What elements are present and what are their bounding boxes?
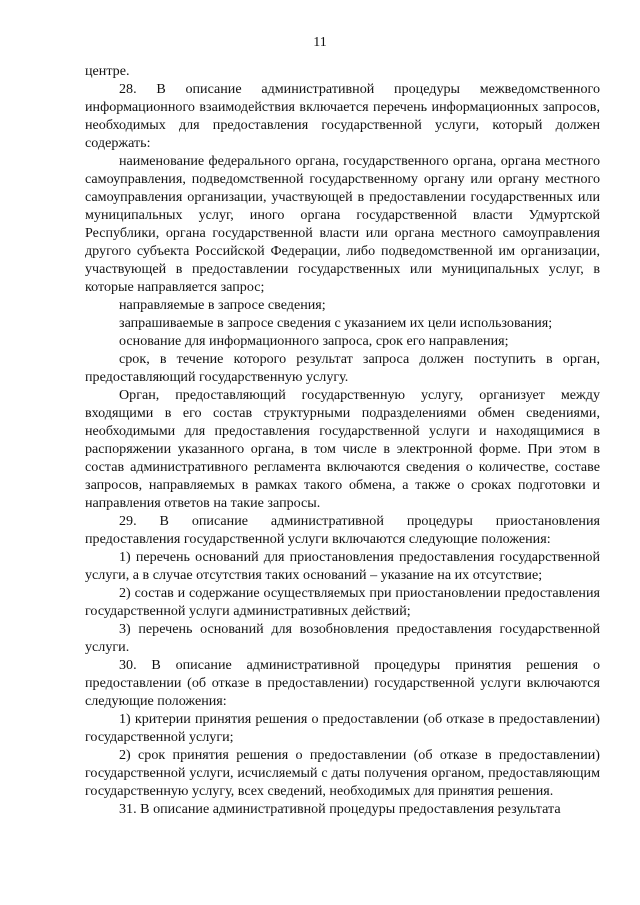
paragraph-item-29-2: 2) состав и содержание осуществляемых при приостановлении предоставления государственной услуги административных действий; (85, 585, 600, 619)
document-body (85, 62, 600, 818)
paragraph-item-28: 28. В описание административной процедуры межведомственного информационного взаимодействия включается перечень информационных запросов, необходимых для предоставления государственной услуги, который должен содержать: (85, 81, 600, 151)
paragraph-internal-exchange: Орган, предоставляющий государственную услугу, организует между входящими в его состав структурными подразделениями обмен сведениями, необходимыми для предоставления государственной услуги и находящимися в распоряжении указанного органа, в том числе в электронной форме. При этом в состав административного регламента включаются сведения о количестве, составе запросов, направляемых в рамках такого обмена, а также о сроках подготовки и направления ответов на такие запросы. (85, 387, 600, 511)
paragraph-requested-info: запрашиваемые в запросе сведения с указанием их цели использования; (119, 315, 553, 331)
page-number: 11 (313, 35, 327, 50)
paragraph-result-term: срок, в течение которого результат запроса должен поступить в орган, предоставляющий государственную услугу. (85, 351, 600, 385)
paragraph-item-31: 31. В описание административной процедуры предоставления результата (119, 801, 561, 817)
paragraph-item-30: 30. В описание административной процедуры принятия решения о предоставлении (об отказе в предоставлении) государственной услуги включаются следующие положения: (85, 657, 600, 709)
paragraph-item-29-3: 3) перечень оснований для возобновления предоставления государственной услуги. (85, 621, 600, 655)
paragraph-organ-name: наименование федерального органа, государственного органа, органа местного самоуправления, подведомственной государственному органу или органу местного самоуправления организации, участвующей в предоставлении государственных или муниципальных услуг, иного органа государственной власти Удмуртской Республики, органа государственной власти или органа местного самоуправления другого субъекта Российской Федерации, либо подведомственной им организации, участвующей в предоставлении государственных или муниципальных услуг, в которые направляется запрос; (85, 153, 600, 295)
paragraph-continuation: центре. (85, 63, 130, 79)
paragraph-sent-info: направляемые в запросе сведения; (119, 297, 326, 313)
paragraph-item-30-1: 1) критерии принятия решения о предоставлении (об отказе в предоставлении) государственной услуги; (85, 711, 600, 745)
paragraph-item-30-2: 2) срок принятия решения о предоставлении (об отказе в предоставлении) государственной услуги, исчисляемый с даты получения органом, предоставляющим государственную услугу, всех сведений, необходимых для принятия решения. (85, 747, 600, 799)
paragraph-item-29-1: 1) перечень оснований для приостановления предоставления государственной услуги, а в случае отсутствия таких оснований – указание на их отсутствие; (85, 549, 600, 583)
paragraph-request-basis: основание для информационного запроса, срок его направления; (119, 333, 509, 349)
paragraph-item-29: 29. В описание административной процедуры приостановления предоставления государственной услуги включаются следующие положения: (85, 513, 600, 547)
